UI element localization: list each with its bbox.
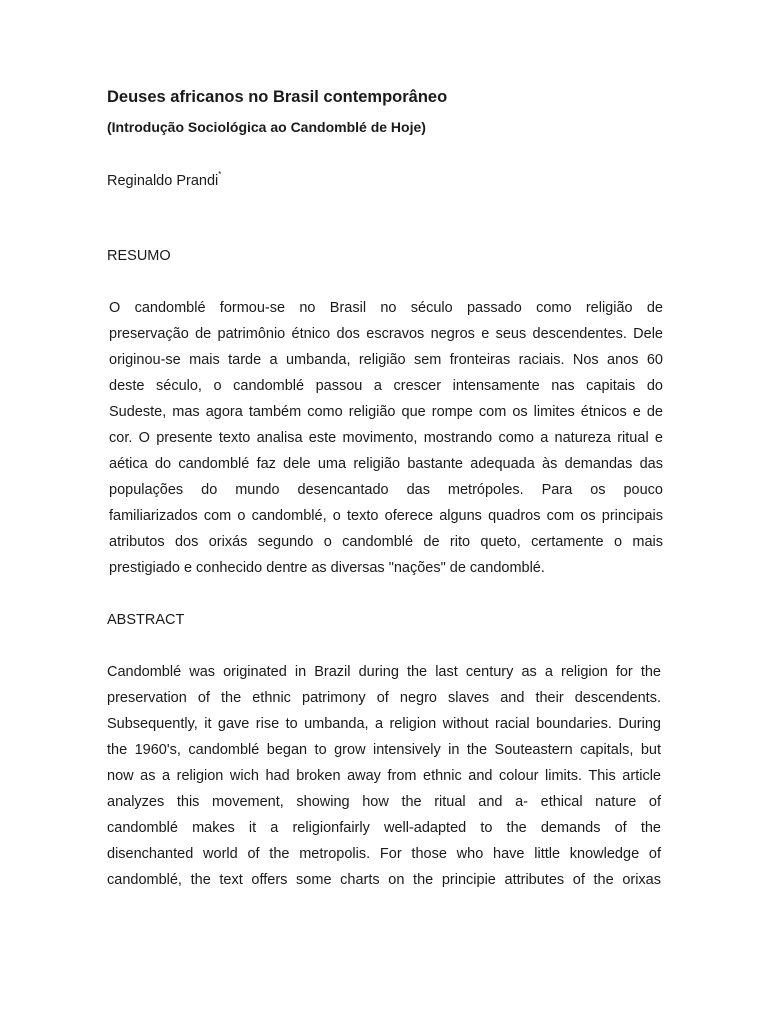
abstract-line: disenchanted world of the metropolis. For those who have little knowledge of <box>107 846 661 862</box>
paper-title: Deuses africanos no Brasil contemporâneo <box>107 88 448 106</box>
abstract-line: analyzes this movement, showing how the ritual and a- ethical nature of <box>107 794 661 810</box>
resumo-line: atributos dos orixás segundo o candomblé de rito queto, certamente o mais <box>109 534 663 550</box>
author-footnote-mark: * <box>218 170 222 179</box>
resumo-line: deste século, o candomblé passou a crescer intensamente nas capitais do <box>109 378 663 394</box>
abstract-line: Subsequently, it gave rise to umbanda, a religion without racial boundaries. During <box>107 716 661 732</box>
author-line <box>107 170 222 189</box>
resumo-line: aética do candomblé faz dele uma religião bastante adequada às demandas das <box>109 456 663 472</box>
resumo-heading: RESUMO <box>107 248 171 264</box>
resumo-line: originou-se mais tarde a umbanda, religião sem fronteiras raciais. Nos anos 60 <box>109 352 663 368</box>
paper-subtitle: (Introdução Sociológica ao Candomblé de Hoje) <box>107 119 426 135</box>
resumo-line: Sudeste, mas agora também como religião que rompe com os limites étnicos e de <box>109 404 663 420</box>
abstract-line: now as a religion wich had broken away from ethnic and colour limits. This article <box>107 768 661 784</box>
author-name: Reginaldo Prandi <box>107 173 219 189</box>
resumo-line: O candomblé formou-se no Brasil no século passado como religião de <box>109 300 663 316</box>
abstract-paragraph <box>107 659 661 893</box>
abstract-line: preservation of the ethnic patrimony of negro slaves and their descendents. <box>107 690 661 706</box>
resumo-line: preservação de patrimônio étnico dos escravos negros e seus descendentes. Dele <box>109 326 663 342</box>
resumo-line: familiarizados com o candomblé, o texto oferece alguns quadros com os principais <box>109 508 663 524</box>
abstract-line: Candomblé was originated in Brazil during the last century as a religion for the <box>107 664 661 680</box>
abstract-line: candomblé, the text offers some charts on the principie attributes of the orixas <box>107 872 661 888</box>
abstract-line: the 1960's, candomblé began to grow intensively in the Souteastern capitals, but <box>107 742 661 758</box>
abstract-heading: ABSTRACT <box>107 612 185 628</box>
abstract-line: candomblé makes it a religionfairly well-adapted to the demands of the <box>107 820 661 836</box>
resumo-paragraph <box>107 295 663 581</box>
resumo-line: cor. O presente texto analisa este movimento, mostrando como a natureza ritual e <box>109 430 663 446</box>
resumo-line: populações do mundo desencantado das metrópoles. Para os pouco <box>109 482 663 498</box>
resumo-line: prestigiado e conhecido dentre as diversas "nações" de candomblé. <box>109 560 545 576</box>
